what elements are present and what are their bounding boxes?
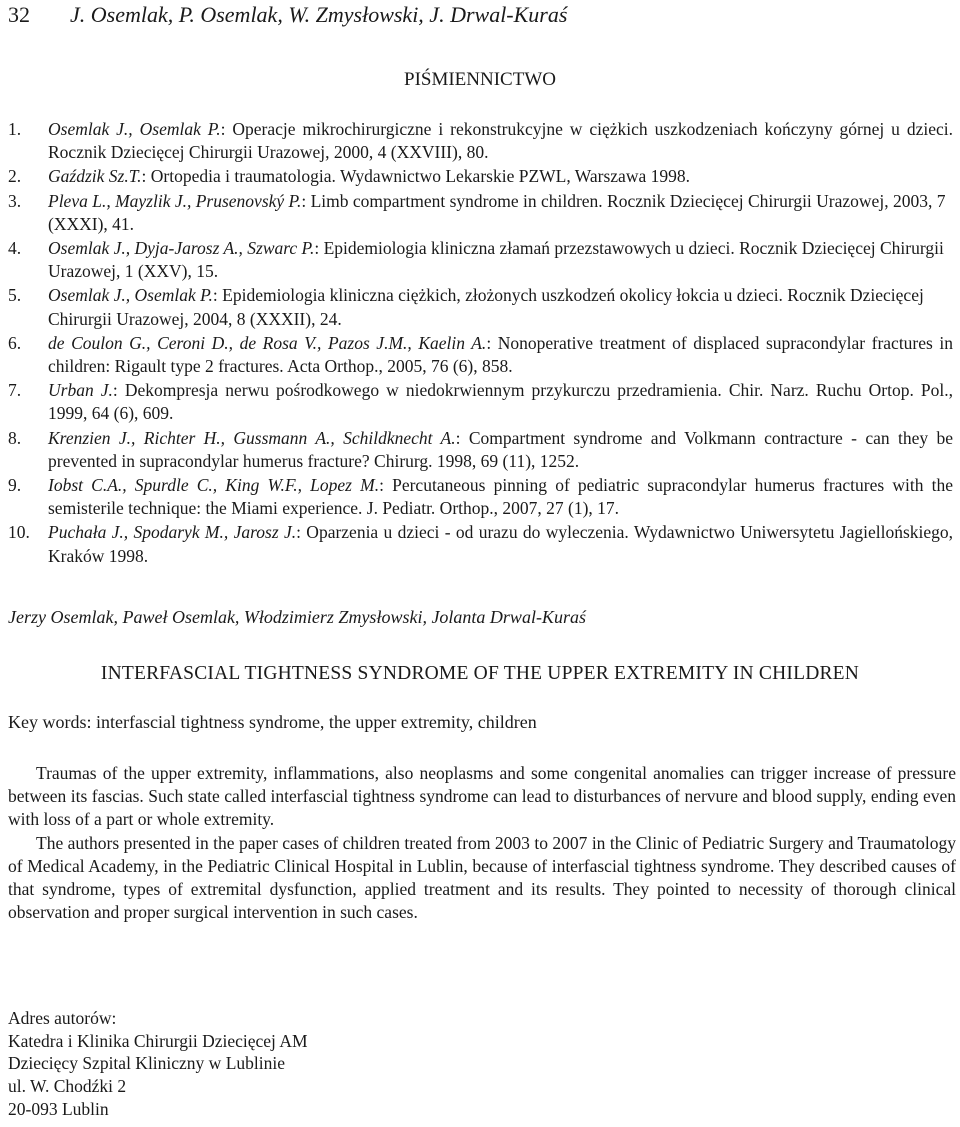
reference-authors: Gaździk Sz.T. xyxy=(48,166,142,187)
page-number: 32 xyxy=(8,2,30,27)
author-address xyxy=(8,1007,608,1121)
reference-item xyxy=(8,474,953,520)
reference-item xyxy=(8,379,953,425)
reference-number: 6. xyxy=(8,332,22,353)
reference-authors: de Coulon G., Ceroni D., de Rosa V., Pazos J.M., Kaelin A. xyxy=(48,332,487,353)
reference-number: 5. xyxy=(8,285,22,306)
reference-item xyxy=(8,118,953,164)
summary-title: INTERFASCIAL TIGHTNESS SYNDROME OF THE UPPER EXTREMITY IN CHILDREN xyxy=(100,663,860,684)
reference-item xyxy=(8,521,953,567)
reference-text: : Epidemiologia kliniczna złamań przezstawowych u dzieci. Rocznik Dziecięcej Chirurgii Urazowej, 1 (XXV), 15. xyxy=(48,238,944,282)
reference-number: 1. xyxy=(8,119,22,139)
abstract xyxy=(8,762,956,924)
reference-number: 4. xyxy=(8,238,22,259)
address-line: ul. W. Chodźki 2 xyxy=(8,1076,127,1097)
address-line: Adres autorów: xyxy=(8,1008,117,1028)
reference-text: : Dekompresja nerwu pośrodkowego w niedokrwiennym przykurczu przedramienia. Chir. Narz. Ruchu Ortop. Pol., 1999, 64 (6), 609. xyxy=(48,380,953,424)
reference-number: 7. xyxy=(8,380,22,401)
keywords: Key words: interfascial tightness syndrome, the upper extremity, children xyxy=(8,712,537,732)
reference-authors: Puchała J., Spodaryk M., Jarosz J. xyxy=(48,522,297,543)
references-heading: PIŚMIENNICTWO xyxy=(404,69,556,90)
reference-item xyxy=(8,332,953,378)
reference-authors: Pleva L., Mayzlik J., Prusenovský P. xyxy=(48,190,302,211)
abstract-paragraph: Traumas of the upper extremity, inflammations, also neoplasms and some congenital anomalies can trigger increase of pressure between its fascias. Such state called interfascial tightness syndrome can lead to disturbances of nervure and blood supply, ending even with loss of a part or whole extremity. xyxy=(8,763,956,830)
reference-list xyxy=(8,118,953,569)
reference-text: : Compartment syndrome and Volkmann contracture - can they be prevented in supracondylar humerus fracture? Chirurg. 1998, 69 (11), 1252. xyxy=(48,427,953,471)
reference-item xyxy=(8,237,953,283)
reference-authors: Osemlak J., Osemlak P. xyxy=(48,285,213,306)
running-head: J. Osemlak, P. Osemlak, W. Zmysłowski, J. Drwal-Kuraś xyxy=(70,2,568,27)
reference-number: 8. xyxy=(8,427,22,448)
reference-text: : Epidemiologia kliniczna ciężkich, złożonych uszkodzeń okolicy łokcia u dzieci. Rocznik Dziecięcej Chirurgii Urazowej, 2004, 8 (XXXII), 24. xyxy=(48,285,924,329)
reference-item xyxy=(8,284,953,330)
reference-item xyxy=(8,190,953,236)
reference-authors: Urban J. xyxy=(48,380,113,401)
reference-authors: Iobst C.A., Spurdle C., King W.F., Lopez M. xyxy=(48,475,380,496)
address-line: Dziecięcy Szpital Kliniczny w Lublinie xyxy=(8,1053,285,1074)
reference-text: : Percutaneous pinning of pediatric supracondylar humerus fractures with the semisterile technique: the Miami experience. J. Pediatr. Orthop., 2007, 27 (1), 17. xyxy=(48,475,953,519)
reference-authors: Osemlak J., Dyja-Jarosz A., Szwarc P. xyxy=(48,238,315,259)
reference-text: : Oparzenia u dzieci - od urazu do wyleczenia. Wydawnictwo Uniwersytetu Jagiellońskiego, Kraków 1998. xyxy=(48,522,954,566)
reference-text: : Nonoperative treatment of displaced supracondylar fractures in children: Rigault type 2 fractures. Acta Orthop., 2005, 76 (6), 858. xyxy=(48,332,954,377)
reference-item xyxy=(8,165,953,188)
page-header xyxy=(8,0,948,30)
reference-authors: Krenzien J., Richter H., Gussmann A., Schildknecht A. xyxy=(48,427,456,448)
reference-text: : Limb compartment syndrome in children. Rocznik Dziecięcej Chirurgii Urazowej, 2003, 7 (XXXI), 41. xyxy=(48,190,946,234)
reference-number: 2. xyxy=(8,166,22,187)
reference-authors: Osemlak J., Osemlak P. xyxy=(48,119,221,139)
address-line: Katedra i Klinika Chirurgii Dziecięcej AM xyxy=(8,1030,308,1051)
reference-text: : Operacje mikrochirurgiczne i rekonstrukcyjne w ciężkich uszkodzeniach kończyny górnej u dzieci. Rocznik Dziecięcej Chirurgii Urazowej, 2000, 4 (XXVIII), 80. xyxy=(48,119,953,163)
reference-number: 10. xyxy=(8,522,30,543)
address-line: 20-093 Lublin xyxy=(8,1098,109,1119)
reference-number: 9. xyxy=(8,475,22,496)
reference-item xyxy=(8,427,953,473)
reference-number: 3. xyxy=(8,190,22,211)
summary-authors: Jerzy Osemlak, Paweł Osemlak, Włodzimierz Zmysłowski, Jolanta Drwal-Kuraś xyxy=(8,607,586,627)
reference-text: : Ortopedia i traumatologia. Wydawnictwo Lekarskie PZWL, Warszawa 1998. xyxy=(141,166,690,187)
abstract-paragraph: The authors presented in the paper cases of children treated from 2003 to 2007 in the Clinic of Pediatric Surgery and Traumatology of Medical Academy, in the Pediatric Clinical Hospital in Lublin, because of interfascial tightness syndrome. They described causes of that syndrome, types of extremital dysfunction, applied treatment and its results. They pointed to necessity of thorough clinical observation and proper surgical intervention in such cases. xyxy=(8,832,956,923)
